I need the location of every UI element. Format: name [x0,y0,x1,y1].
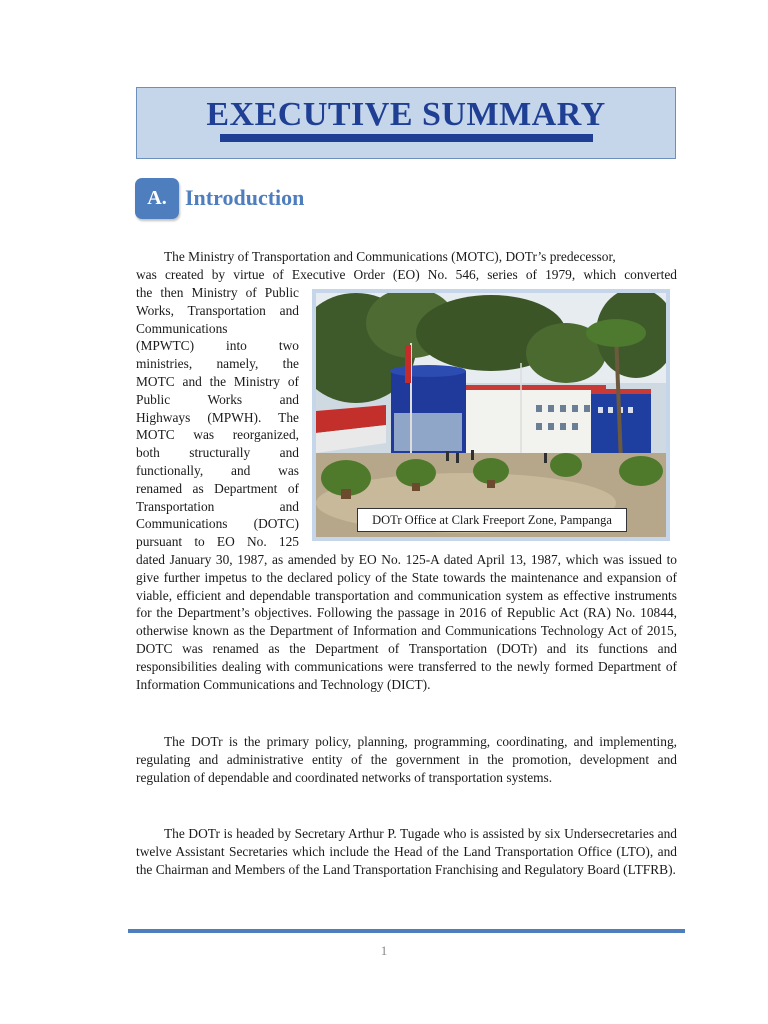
para1-line2: was created by virtue of Executive Order (EO) No. 546, series of 1979, which converted [136,267,677,282]
footer-rule [128,929,685,933]
para1-wrapped-text [136,284,299,551]
wrap-line: ministries, namely, the [136,356,299,372]
wrap-line: (MPWTC) into two [136,338,299,354]
wrap-line: Highways (MPWH). The [136,409,299,425]
wrap-line: MOTC and the Ministry of [136,373,299,389]
office-photo [312,289,670,541]
para1-line1: The Ministry of Transportation and Communications (MOTC), DOTr’s predecessor, [164,249,616,264]
wrap-line: Communications [136,320,228,336]
page-title: EXECUTIVE SUMMARY [206,96,606,133]
title-underline [220,134,593,142]
wrap-line: the then Ministry of Public [136,285,299,300]
wrap-line: pursuant to EO No. 125 [136,534,299,550]
office-photo-illustration [316,293,666,537]
wrap-line: functionally, and was [136,462,299,478]
wrap-line: renamed as Department of [136,480,299,496]
section-title: Introduction [185,185,305,210]
section-badge: A. [135,178,179,219]
wrap-line: Works, Transportation and [136,302,299,318]
wrap-line: MOTC was reorganized, [136,427,299,443]
title-banner [136,87,676,159]
wrap-line: Communications (DOTC) [136,516,299,532]
para2: The DOTr is the primary policy, planning, programming, coordinating, and implementing, regulating and administrative entity of the government in the promotion, development and regulation of dependable and coordinated networks of transportation systems. [136,734,677,785]
para1-continued: dated January 30, 1987, as amended by EO No. 125-A dated April 13, 1987, which was issued to give further impetus to the declared policy of the State towards the maintenance and expansion of viable, efficient and dependable transportation and communication system as effective instruments for the Department’s objectives. Following the passage in 2016 of Republic Act (RA) No. 10844, otherwise known as the Department of Information and Communications Technology Act of 2015, DOTC was renamed as the Department of Transportation (DOTr) and its functions and responsibilities dealing with communications were transferred to the newly formed Department of Information Communications and Technology (DICT). [136,552,677,692]
wrap-line: Transportation and [136,498,299,514]
para3: The DOTr is headed by Secretary Arthur P. Tugade who is assisted by six Undersecretaries and twelve Assistant Secretaries which include the Head of the Land Transportation Office (LTO), and the Chairman and Members of the Land Transportation Franchising and Regulatory Board (LTFRB). [136,826,677,877]
page-number: 1 [380,943,388,958]
wrap-line: Public Works and [136,391,299,407]
photo-caption: DOTr Office at Clark Freeport Zone, Pampanga [357,508,627,532]
wrap-line: both structurally and [136,445,299,461]
